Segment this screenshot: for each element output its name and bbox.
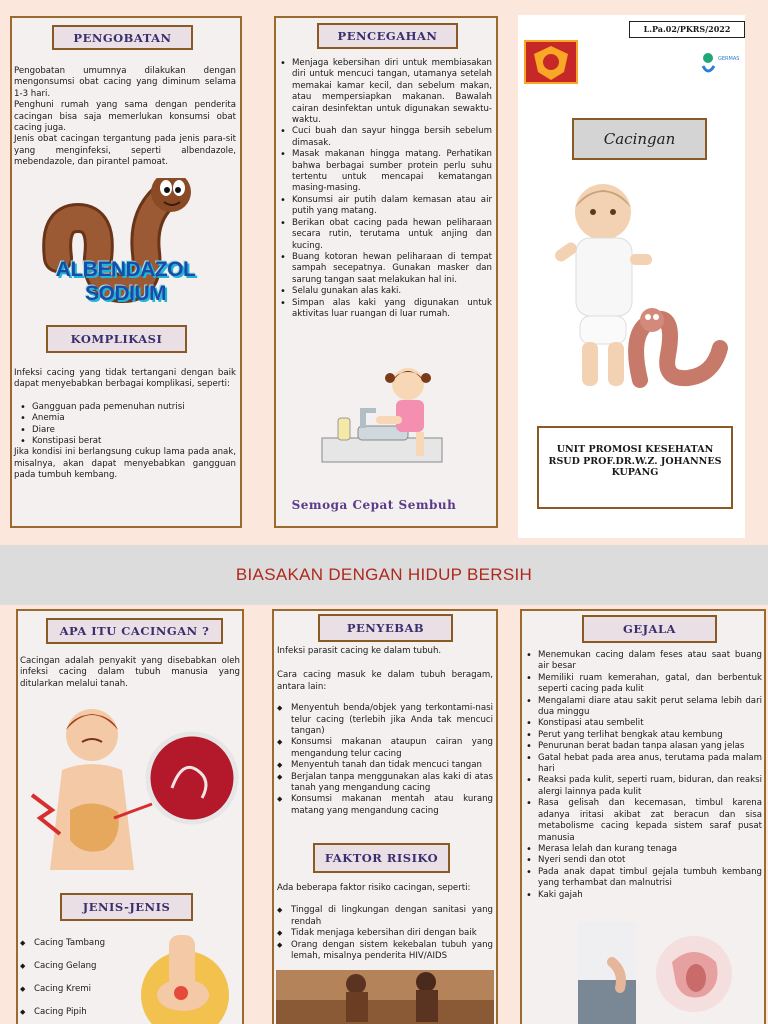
pengobatan-paragraph: Penghuni rumah yang sama dengan penderita cacingan bisa saja memerlukan konsumsi obat cacing juga. bbox=[14, 100, 236, 134]
pengobatan-paragraph: Jenis obat cacingan tergantung pada jenis para-sit yang menginfeksi, seperti albendazole, mebendazole, dan pirantel pamoat. bbox=[14, 134, 236, 168]
komplikasi-list bbox=[14, 402, 236, 448]
pencegahan-text bbox=[278, 58, 492, 320]
closing-wish: Semoga Cepat Sembuh bbox=[291, 498, 457, 512]
list-item: ◆ Konsumsi makanan ataupun cairan yang mengandung telur cacing bbox=[277, 737, 493, 760]
list-item: • Konstipasi atau sembelit bbox=[524, 718, 762, 729]
heading-penyebab: PENYEBAB bbox=[318, 614, 453, 642]
list-item: • Gangguan pada pemenuhan nutrisi bbox=[18, 402, 236, 413]
faktor-list bbox=[277, 905, 493, 962]
section-band-title: BIASAKAN DENGAN HIDUP BERSIH bbox=[0, 545, 768, 605]
list-item: • Memiliki ruam kemerahan, gatal, dan berbentuk seperti cacing pada kulit bbox=[524, 673, 762, 696]
list-item: • Gatal hebat pada area anus, terutama pada malam hari bbox=[524, 753, 762, 776]
list-item: • Penurunan berat badan tanpa alasan yang jelas bbox=[524, 741, 762, 752]
list-item: • Perut yang terlihat bengkak atau kembung bbox=[524, 730, 762, 741]
list-item: • Pada anak dapat timbul gejala tumbuh kembang yang terhambat dan malnutrisi bbox=[524, 867, 762, 890]
pengobatan-paragraph: Pengobatan umumnya dilakukan dengan mengonsumsi obat cacing yang diminum selama 1-3 hari. bbox=[14, 66, 236, 99]
faktor-text bbox=[277, 883, 493, 962]
heading-faktor-risiko: FAKTOR RISIKO bbox=[313, 843, 450, 873]
penyebab-text bbox=[277, 646, 493, 817]
document-reference: L.Pa.02/PKRS/2022 bbox=[629, 21, 745, 38]
heading-gejala: GEJALA bbox=[582, 615, 717, 643]
list-item: • Menjaga kebersihan diri untuk membiasakan diri untuk mencuci tangan, utamanya setelah memakai kamar kecil, dan sebelum makan, atau mempersiapkan makanan. Bawalah cairan desinfektan untuk digunakan sewaktu-waktu. bbox=[278, 58, 492, 126]
list-item: • Selalu gunakan alas kaki. bbox=[278, 286, 492, 297]
list-item: • Nyeri sendi dan otot bbox=[524, 855, 762, 866]
list-item: • Mengalami diare atau sakit perut selama lebih dari dua minggu bbox=[524, 696, 762, 719]
list-item: ◆ Cacing Pipih bbox=[20, 1007, 150, 1018]
list-item: • Konstipasi berat bbox=[18, 436, 236, 447]
cover-title: Cacingan bbox=[572, 118, 707, 160]
list-item: • Masak makanan hingga matang. Perhatikan bahwa berbagai sumber protein perlu suhu tertentu untuk mencapai kematangan masing-masing. bbox=[278, 149, 492, 195]
komplikasi-intro: Infeksi cacing yang tidak tertangani dengan baik dapat menyebabkan berbagai komplikasi, seperti: bbox=[14, 368, 236, 390]
list-item: • Menemukan cacing dalam feses atau saat buang air besar bbox=[524, 650, 762, 673]
drug-label: ALBENDAZOL SODIUM bbox=[55, 258, 196, 305]
faktor-intro: Ada beberapa faktor risiko cacingan, seperti: bbox=[277, 883, 471, 893]
germas-logo bbox=[700, 48, 740, 78]
heading-pengobatan: PENGOBATAN bbox=[52, 25, 193, 50]
list-item: ◆ Cacing Gelang bbox=[20, 961, 150, 972]
jenis-text bbox=[20, 938, 150, 1018]
list-item: • Cuci buah dan sayur hingga bersih sebelum dimasak. bbox=[278, 126, 492, 149]
list-item: ◆ Tinggal di lingkungan dengan sanitasi yang rendah bbox=[277, 905, 493, 928]
list-item: • Simpan alas kaki yang digunakan untuk aktivitas luar ruangan di luar rumah. bbox=[278, 298, 492, 321]
heading-pencegahan: PENCEGAHAN bbox=[317, 23, 458, 49]
foot-infection-illustration bbox=[135, 935, 235, 1024]
penyebab-list bbox=[277, 703, 493, 817]
list-item: • Konsumsi air putih dalam kemasan atau air putih yang matang. bbox=[278, 195, 492, 218]
list-item: • Anemia bbox=[18, 413, 236, 424]
stomach-ache-illustration bbox=[22, 700, 240, 880]
list-item: ◆ Orang dengan sistem kekebalan tubuh yang lemah, misalnya penderita HIV/AIDS bbox=[277, 940, 493, 963]
jenis-list bbox=[20, 938, 150, 1018]
penyebab-intro: Cara cacing masuk ke dalam tubuh beragam, antara lain: bbox=[277, 670, 493, 692]
hospital-logo bbox=[524, 40, 578, 84]
handwashing-illustration bbox=[320, 360, 450, 465]
unit-line: UNIT PROMOSI KESEHATAN bbox=[556, 444, 714, 455]
list-item: ◆ Menyentuh benda/objek yang terkontami-nasi telur cacing (terlebih jika Anda tak mencuci tangan) bbox=[277, 703, 493, 737]
komplikasi-outro: Jika kondisi ini berlangsung cukup lama pada anak, misalnya, akan dapat menyebabkan gangguan pada tumbuh kembang. bbox=[14, 447, 236, 481]
list-item: • Rasa gelisah dan kecemasan, timbul karena adanya iritasi akibat zat beracun dan sisa metabolisme cacing kepada sistem saraf pusat manusia bbox=[524, 798, 762, 844]
list-item: ◆ Berjalan tanpa menggunakan alas kaki di atas tanah yang mengandung cacing bbox=[277, 772, 493, 795]
list-item: • Reaksi pada kulit, seperti ruam, biduran, dan reaksi alergi lainnya pada kulit bbox=[524, 775, 762, 798]
list-item: • Berikan obat cacing pada hewan peliharaan secara rutin, terutama untuk anjing dan kucing. bbox=[278, 218, 492, 252]
list-item: ◆ Cacing Tambang bbox=[20, 938, 150, 949]
list-item: • Buang kotoran hewan peliharaan di tempat sampah secepatnya. Gunakan masker dan sarung tangan saat melakukan hal ini. bbox=[278, 252, 492, 286]
heading-jenis: JENIS-JENIS bbox=[60, 893, 193, 921]
unit-line: RSUD PROF.DR.W.Z. JOHANNES bbox=[548, 455, 722, 467]
list-item: ◆ Cacing Kremi bbox=[20, 984, 150, 995]
pengobatan-text bbox=[14, 66, 236, 169]
anal-itch-illustration bbox=[572, 922, 762, 1024]
pencegahan-list bbox=[278, 58, 492, 320]
heading-apa-itu: APA ITU CACINGAN ? bbox=[46, 618, 223, 644]
list-item: ◆ Konsumsi makanan mentah atau kurang matang yang mengandung cacing bbox=[277, 794, 493, 817]
gejala-list bbox=[524, 650, 762, 901]
baby-illustration bbox=[548, 180, 728, 395]
gejala-text bbox=[524, 650, 762, 901]
unit-box bbox=[537, 426, 733, 509]
heading-komplikasi: KOMPLIKASI bbox=[46, 325, 187, 353]
list-item: • Kaki gajah bbox=[524, 890, 762, 901]
penyebab-intro: Infeksi parasit cacing ke dalam tubuh. bbox=[277, 646, 442, 656]
children-playing-photo bbox=[276, 970, 494, 1024]
list-item: • Diare bbox=[18, 425, 236, 436]
list-item: ◆ Tidak menjaga kebersihan diri dengan baik bbox=[277, 928, 493, 939]
list-item: • Merasa lelah dan kurang tenaga bbox=[524, 844, 762, 855]
unit-line: KUPANG bbox=[611, 467, 659, 478]
apa-itu-text: Cacingan adalah penyakit yang disebabkan oleh infeksi cacing dalam tubuh manusia yang ditularkan melalui tanah. bbox=[20, 656, 240, 689]
komplikasi-text bbox=[14, 368, 236, 482]
germas-logo-text: GERMAS bbox=[718, 56, 740, 62]
list-item: ◆ Menyentuh tanah dan tidak mencuci tangan bbox=[277, 760, 493, 771]
